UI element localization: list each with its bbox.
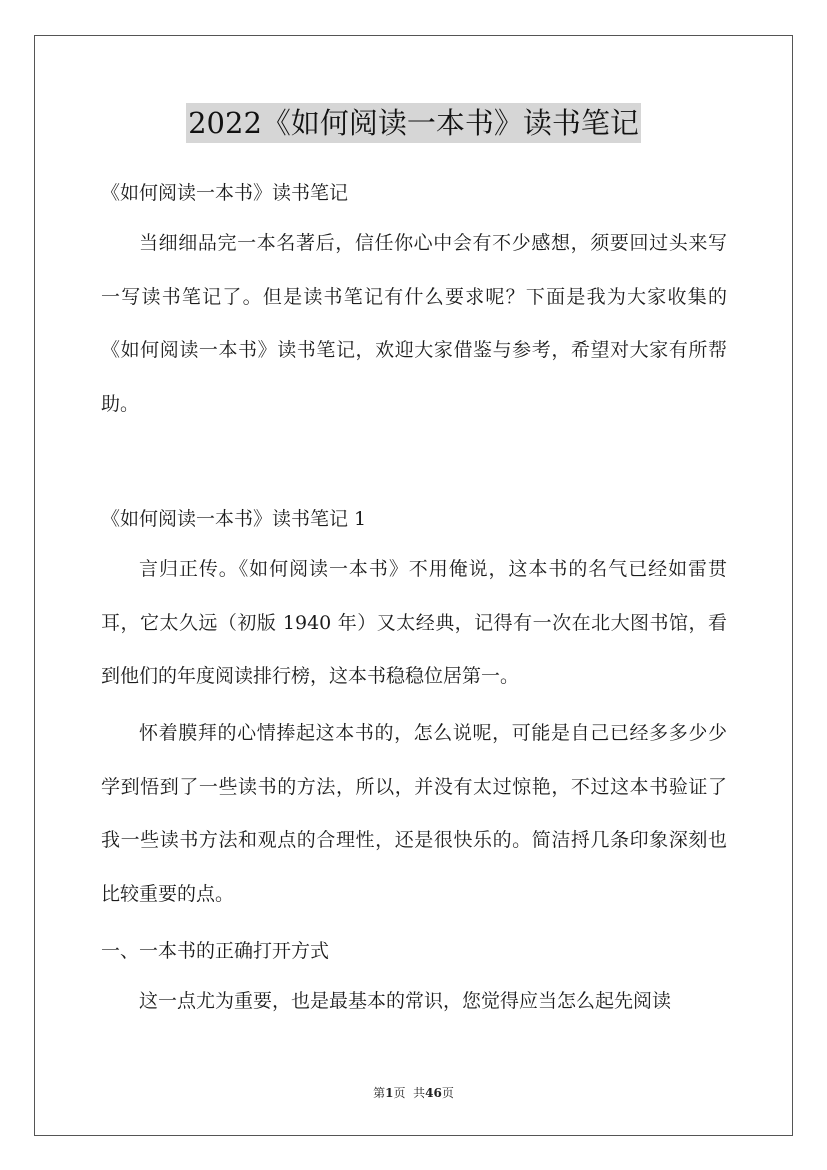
point-heading: 一、一本书的正确打开方式 <box>101 940 330 962</box>
page-suffix: 页 <box>393 1086 406 1100</box>
title-wrapper <box>0 103 827 143</box>
document-title: 2022《如何阅读一本书》读书笔记 <box>186 103 641 143</box>
section-heading: 《如何阅读一本书》读书笔记 1 <box>101 508 367 530</box>
total-prefix: 共 <box>413 1086 426 1100</box>
paragraph-3: 这一点尤为重要，也是最基本的常识，您觉得应当怎么起先阅读 <box>139 990 672 1012</box>
total-suffix: 页 <box>441 1086 454 1100</box>
document-subtitle: 《如何阅读一本书》读书笔记 <box>101 182 349 204</box>
page-prefix: 第 <box>373 1086 386 1100</box>
page-footer <box>0 1085 827 1101</box>
paragraph-2: 怀着膜拜的心情捧起这本书的，怎么说呢，可能是自己已经多多少少学到悟到了一些读书的方法，所以，并没有太过惊艳，不过这本书验证了我一些读书方法和观点的合理性，还是很快乐的。简洁捋几条印象深刻也比较重要的点。 <box>101 722 727 905</box>
total-pages: 46 <box>425 1086 442 1100</box>
intro-paragraph: 当细细品完一本名著后，信任你心中会有不少感想，须要回过头来写一写读书笔记了。但是读书笔记有什么要求呢？下面是我为大家收集的《如何阅读一本书》读书笔记，欢迎大家借鉴与参考，希望对大家有所帮助。 <box>101 232 727 415</box>
page-number: 1 <box>385 1086 394 1100</box>
paragraph-1: 言归正传。《如何阅读一本书》不用俺说，这本书的名气已经如雷贯耳，它太久远（初版 1940 年）又太经典，记得有一次在北大图书馆，看到他们的年度阅读排行榜，这本书稳稳位居第一。 <box>101 558 727 687</box>
